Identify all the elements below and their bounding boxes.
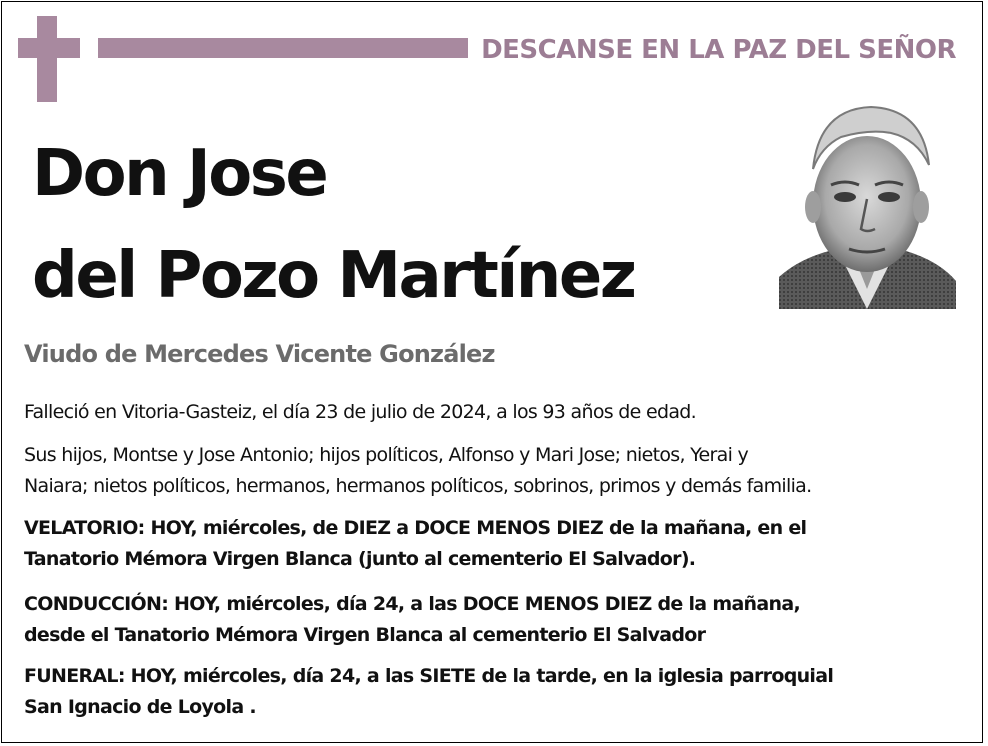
widow-of-subtitle: Viudo de Mercedes Vicente González bbox=[24, 340, 495, 368]
velatorio-line: Tanatorio Mémora Virgen Blanca (junto al cementerio El Salvador). bbox=[24, 548, 696, 570]
funeral-paragraph bbox=[24, 661, 954, 723]
header-divider-bar bbox=[98, 38, 468, 58]
portrait-illustration bbox=[779, 99, 956, 309]
velatorio-line: VELATORIO: HOY, miércoles, de DIEZ a DOCE MENOS DIEZ de la mañana, en el bbox=[24, 517, 807, 539]
cross-icon bbox=[37, 16, 57, 102]
family-line: Naiara; nietos políticos, hermanos, hermanos políticos, sobrinos, primos y demás familia. bbox=[24, 475, 812, 497]
funeral-line: FUNERAL: HOY, miércoles, día 24, a las SIETE de la tarde, en la iglesia parroquial bbox=[24, 665, 834, 687]
funeral-line: San Ignacio de Loyola . bbox=[24, 696, 256, 718]
conduccion-line: desde el Tanatorio Mémora Virgen Blanca al cementerio El Salvador bbox=[24, 624, 706, 646]
conduccion-line: CONDUCCIÓN: HOY, miércoles, día 24, a las DOCE MENOS DIEZ de la mañana, bbox=[24, 593, 800, 615]
velatorio-paragraph bbox=[24, 513, 954, 575]
portrait-photo bbox=[779, 99, 956, 309]
deceased-name-line2: del Pozo Martínez bbox=[32, 239, 635, 313]
conduccion-paragraph bbox=[24, 589, 954, 651]
banner-text: DESCANSE EN LA PAZ DEL SEÑOR bbox=[481, 35, 956, 65]
cross-icon-arm bbox=[18, 38, 80, 58]
family-paragraph bbox=[24, 440, 954, 502]
deceased-name-line1: Don Jose bbox=[32, 137, 327, 211]
family-line: Sus hijos, Montse y Jose Antonio; hijos políticos, Alfonso y Mari Jose; nietos, Yerai y bbox=[24, 444, 749, 466]
death-notice: Falleció en Vitoria-Gasteiz, el día 23 de julio de 2024, a los 93 años de edad. bbox=[24, 401, 696, 423]
